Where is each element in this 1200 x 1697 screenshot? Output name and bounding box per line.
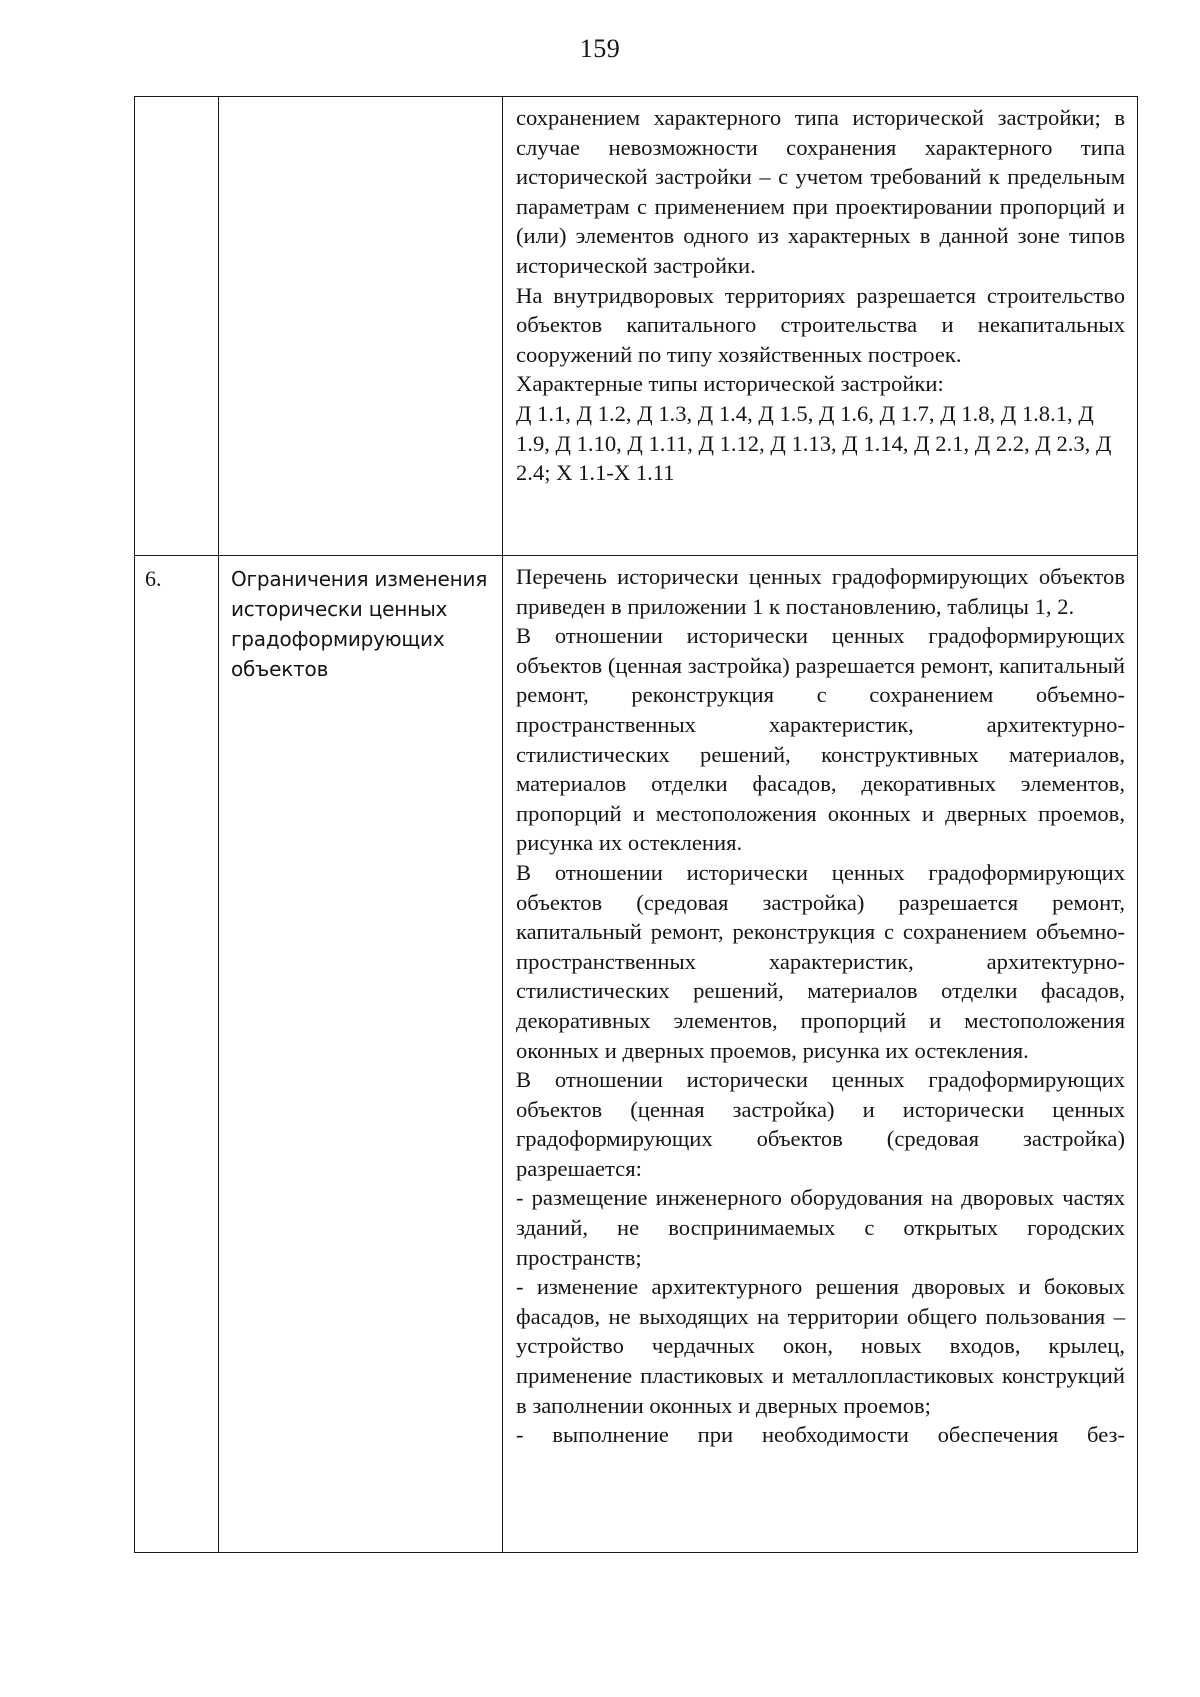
row-content-cell	[503, 97, 1138, 556]
row-content-cell	[503, 556, 1138, 1553]
content-paragraph: В отношении исторически ценных градоформирующих объектов (средовая застройка) разрешается ремонт, капитальный ремонт, реконструкция с сохранением объемно-пространственных характеристик, архитектурно-стилистических решений, материалов отделки фасадов, декоративных элементов, пропорций и местоположения оконных и дверных проемов, рисунка их остекления.	[516, 859, 1125, 1063]
row-name-cell: Ограничения изменения исторически ценных градоформирующих объектов	[219, 556, 503, 1553]
content-paragraph: Перечень исторически ценных градоформирующих объектов приведен в приложении 1 к постановлению, таблицы 1, 2.	[516, 564, 1125, 619]
regulations-table	[134, 96, 1138, 1553]
row-number-cell: 6.	[135, 556, 219, 1553]
content-paragraph: Характерные типы исторической застройки:	[516, 371, 944, 397]
content-paragraph: Д 1.1, Д 1.2, Д 1.3, Д 1.4, Д 1.5, Д 1.6, Д 1.7, Д 1.8, Д 1.8.1, Д 1.9, Д 1.10, Д 1.11, Д 1.12, Д 1.13, Д 1.14, Д 2.1, Д 2.2, Д 2.3, Д 2.4; Х 1.1-Х 1.11	[516, 400, 1112, 486]
content-paragraph: На внутридворовых территориях разрешается строительство объектов капитального строительства и некапитальных сооружений по типу хозяйственных построек.	[516, 282, 1125, 367]
row-number-cell	[135, 97, 219, 556]
content-paragraph: - изменение архитектурного решения дворовых и боковых фасадов, не выходящих на территории общего пользования – устройство чердачных окон, новых входов, крылец, применение пластиковых и металлопластиковых конструкций в заполнении оконных и дверных проемов;	[516, 1274, 1125, 1418]
page-number: 159	[579, 34, 621, 63]
row-name-cell	[219, 97, 503, 556]
content-paragraph: - выполнение при необходимости обеспечения без-	[516, 1422, 1125, 1448]
content-paragraph: В отношении исторически ценных градоформирующих объектов (ценная застройка) и исторически ценных градоформирующих объектов (средовая застройка) разрешается:	[516, 1067, 1125, 1181]
table-row	[135, 97, 1138, 556]
table-row	[135, 556, 1138, 1553]
content-paragraph: - размещение инженерного оборудования на дворовых частях зданий, не воспринимаемых с открытых городских пространств;	[516, 1185, 1125, 1270]
content-paragraph: В отношении исторически ценных градоформирующих объектов (ценная застройка) разрешается ремонт, капитальный ремонт, реконструкция с сохранением объемно-пространственных характеристик, архитектурно-стилистических решений, конструктивных материалов, материалов отделки фасадов, декоративных элементов, пропорций и местоположения оконных и дверных проемов, рисунка их остекления.	[516, 623, 1125, 856]
content-paragraph: сохранением характерного типа исторической застройки; в случае невозможности сохранения характерного типа исторической застройки – с учетом требований к предельным параметрам с применением при проектировании пропорций и (или) элементов одного из характерных в данной зоне типов исторической застройки.	[516, 105, 1125, 278]
